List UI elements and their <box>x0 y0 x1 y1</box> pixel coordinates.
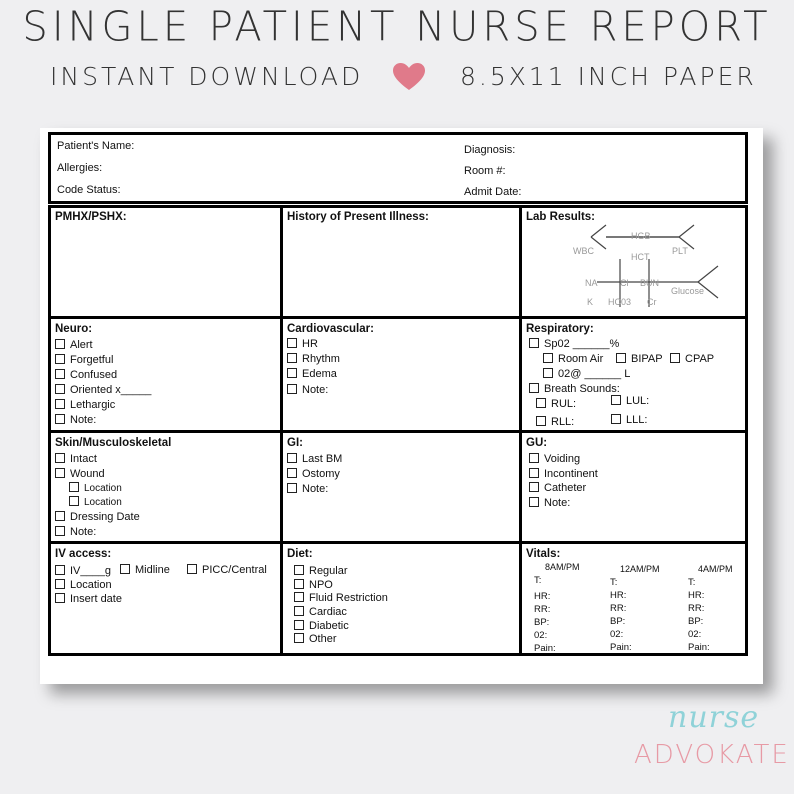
logo-bottom-text: ADVOKATE <box>634 740 790 770</box>
checkbox[interactable] <box>55 369 65 379</box>
checkbox[interactable] <box>55 414 65 424</box>
lab-cr: Cr <box>647 297 657 307</box>
vitals-row: Pain: <box>534 643 556 654</box>
checkbox[interactable] <box>287 353 297 363</box>
gu-voiding[interactable]: Voiding <box>529 453 580 465</box>
logo-top-text: nurse <box>668 700 760 735</box>
patient-name-label: Patient's Name: <box>57 140 135 152</box>
allergies-label: Allergies: <box>57 162 103 174</box>
skin-wound[interactable]: Wound <box>55 468 105 480</box>
vitals-row: HR: <box>534 591 551 602</box>
gu-incontinent[interactable]: Incontinent <box>529 468 598 480</box>
checkbox[interactable] <box>616 353 626 363</box>
room-label: Room #: <box>464 165 506 177</box>
resp-rll[interactable]: RLL: <box>536 416 574 428</box>
vitals-time: 4AM/PM <box>698 564 733 574</box>
checkbox[interactable] <box>55 339 65 349</box>
vitals-column-4am <box>688 563 733 654</box>
neuro-forgetful[interactable]: Forgetful <box>55 354 113 366</box>
lab-k: K <box>587 297 594 307</box>
checkbox[interactable] <box>529 453 539 463</box>
lab-hgb: HGB <box>631 231 651 241</box>
checkbox[interactable] <box>294 606 304 616</box>
checkbox[interactable] <box>294 633 304 643</box>
vitals-column-12am <box>610 563 660 654</box>
checkbox[interactable] <box>287 483 297 493</box>
vitals-row: T: <box>534 575 542 586</box>
admit-date-label: Admit Date: <box>464 186 522 198</box>
iv-heading: IV access: <box>55 548 112 560</box>
gi-last-bm[interactable]: Last BM <box>287 453 342 465</box>
pmhx-heading: PMHX/PSHX: <box>55 211 127 223</box>
checkbox[interactable] <box>294 620 304 630</box>
checkbox[interactable] <box>69 482 79 492</box>
checkbox[interactable] <box>187 564 197 574</box>
iv-midline[interactable]: Midline <box>120 564 170 576</box>
code-status-label: Code Status: <box>57 184 121 196</box>
neuro-alert[interactable]: Alert <box>55 339 93 351</box>
checkbox[interactable] <box>287 468 297 478</box>
diet-diabetic[interactable]: Diabetic <box>294 620 349 632</box>
checkbox[interactable] <box>55 468 65 478</box>
vitals-row: 02: <box>610 629 624 640</box>
resp-cpap[interactable]: CPAP <box>670 353 714 365</box>
checkbox[interactable] <box>611 395 621 405</box>
iv-insert-date[interactable]: Insert date <box>55 593 122 605</box>
assessment-grid <box>48 205 748 656</box>
checkbox[interactable] <box>294 565 304 575</box>
hpi-heading: History of Present Illness: <box>287 211 429 223</box>
vitals-row: 02: <box>534 630 548 641</box>
diagnosis-label: Diagnosis: <box>464 144 516 156</box>
vitals-time: 8AM/PM <box>545 562 580 572</box>
skin-note[interactable]: Note: <box>55 526 96 538</box>
checkbox[interactable] <box>529 468 539 478</box>
gi-ostomy[interactable]: Ostomy <box>287 468 340 480</box>
checkbox[interactable] <box>611 414 621 424</box>
checkbox[interactable] <box>55 384 65 394</box>
skin-location-2[interactable]: Location <box>69 496 122 508</box>
vitals-row: BP: <box>610 616 626 627</box>
vitals-row: T: <box>610 577 618 588</box>
checkbox[interactable] <box>543 353 553 363</box>
checkbox[interactable] <box>529 338 539 348</box>
paper-size-text: 8.5X11 INCH PAPER <box>460 62 757 91</box>
resp-o2[interactable]: 02@ ______ L <box>543 368 630 380</box>
checkbox[interactable] <box>55 579 65 589</box>
checkbox[interactable] <box>536 398 546 408</box>
checkbox[interactable] <box>55 565 65 575</box>
checkbox[interactable] <box>287 368 297 378</box>
vitals-row: RR: <box>534 604 551 615</box>
resp-rul[interactable]: RUL: <box>536 398 576 410</box>
vitals-heading: Vitals: <box>526 548 561 560</box>
neuro-lethargic[interactable]: Lethargic <box>55 399 115 411</box>
checkbox[interactable] <box>287 384 297 394</box>
lab-glucose: Glucose <box>671 286 705 296</box>
resp-lul[interactable]: LUL: <box>611 395 649 407</box>
resp-bipap[interactable]: BIPAP <box>616 353 663 365</box>
checkbox[interactable] <box>287 338 297 348</box>
vitals-time: 12AM/PM <box>620 564 660 574</box>
diet-other[interactable]: Other <box>294 633 337 645</box>
neuro-confused[interactable]: Confused <box>55 369 117 381</box>
cardio-note[interactable]: Note: <box>287 384 328 396</box>
skin-heading: Skin/Musculoskeletal <box>55 437 172 449</box>
checkbox[interactable] <box>294 592 304 602</box>
gu-catheter[interactable]: Catheter <box>529 482 586 494</box>
diet-heading: Diet: <box>287 548 313 560</box>
checkbox[interactable] <box>287 453 297 463</box>
checkbox[interactable] <box>536 416 546 426</box>
vitals-row: BP: <box>534 617 550 628</box>
diet-cardiac[interactable]: Cardiac <box>294 606 347 618</box>
vitals-row: Pain: <box>610 642 632 653</box>
resp-heading: Respiratory: <box>526 323 594 335</box>
resp-room-air[interactable]: Room Air <box>543 353 603 365</box>
vitals-row: Pain: <box>688 642 710 653</box>
vitals-row: HR: <box>688 590 705 601</box>
cardio-edema[interactable]: Edema <box>287 368 337 380</box>
lab-wbc: WBC <box>573 246 594 256</box>
lab-cl: Cl <box>620 278 629 288</box>
checkbox[interactable] <box>55 511 65 521</box>
vitals-row: 02: <box>688 629 702 640</box>
iv-picc[interactable]: PICC/Central <box>187 564 267 576</box>
neuro-oriented[interactable]: Oriented x_____ <box>55 384 151 396</box>
instant-download-text: INSTANT DOWNLOAD <box>50 62 364 91</box>
neuro-note[interactable]: Note: <box>55 414 96 426</box>
checkbox[interactable] <box>55 593 65 603</box>
skin-location-1[interactable]: Location <box>69 482 122 494</box>
lab-plt: PLT <box>672 246 688 256</box>
checkbox[interactable] <box>670 353 680 363</box>
cardio-hr[interactable]: HR <box>287 338 318 350</box>
neuro-heading: Neuro: <box>55 323 93 335</box>
diet-fluid-restriction[interactable]: Fluid Restriction <box>294 592 388 604</box>
checkbox[interactable] <box>543 368 553 378</box>
checkbox[interactable] <box>120 564 130 574</box>
lab-hct: HCT <box>631 252 650 262</box>
patient-info-box <box>48 132 748 204</box>
checkbox[interactable] <box>55 453 65 463</box>
lab-hc03: HC03 <box>608 297 632 307</box>
resp-sp02[interactable]: Sp02 ______% <box>529 338 619 350</box>
checkbox[interactable] <box>55 354 65 364</box>
checkbox[interactable] <box>529 482 539 492</box>
diet-regular[interactable]: Regular <box>294 565 348 577</box>
iv-gauge[interactable]: IV____g <box>55 565 111 577</box>
skin-intact[interactable]: Intact <box>55 453 97 465</box>
diet-npo[interactable]: NPO <box>294 579 333 591</box>
vitals-row: BP: <box>688 616 704 627</box>
cardio-rhythm[interactable]: Rhythm <box>287 353 340 365</box>
checkbox[interactable] <box>55 526 65 536</box>
gu-heading: GU: <box>526 437 548 449</box>
vitals-column-8am <box>534 561 580 655</box>
resp-breath-sounds[interactable]: Breath Sounds: <box>529 383 620 395</box>
nurse-advokate-logo <box>626 700 790 780</box>
checkbox[interactable] <box>294 579 304 589</box>
skin-dressing-date[interactable]: Dressing Date <box>55 511 140 523</box>
resp-lll[interactable]: LLL: <box>611 414 647 426</box>
gi-note[interactable]: Note: <box>287 483 328 495</box>
heart-icon <box>392 62 426 92</box>
checkbox[interactable] <box>529 383 539 393</box>
page-title: SINGLE PATIENT NURSE REPORT <box>22 3 772 51</box>
lab-bun: BUN <box>640 278 660 288</box>
banner-subtitle <box>40 58 760 98</box>
checkbox[interactable] <box>529 497 539 507</box>
vitals-row: T: <box>688 577 696 588</box>
report-sheet <box>40 128 763 684</box>
vitals-row: HR: <box>610 590 627 601</box>
gi-heading: GI: <box>287 437 303 449</box>
gu-note[interactable]: Note: <box>529 497 570 509</box>
vitals-row: RR: <box>610 603 627 614</box>
iv-location[interactable]: Location <box>55 579 112 591</box>
checkbox[interactable] <box>55 399 65 409</box>
lab-na: NA <box>585 278 598 288</box>
cardio-heading: Cardiovascular: <box>287 323 374 335</box>
vitals-row: RR: <box>688 603 705 614</box>
checkbox[interactable] <box>69 496 79 506</box>
lab-results-heading: Lab Results: <box>526 211 596 223</box>
